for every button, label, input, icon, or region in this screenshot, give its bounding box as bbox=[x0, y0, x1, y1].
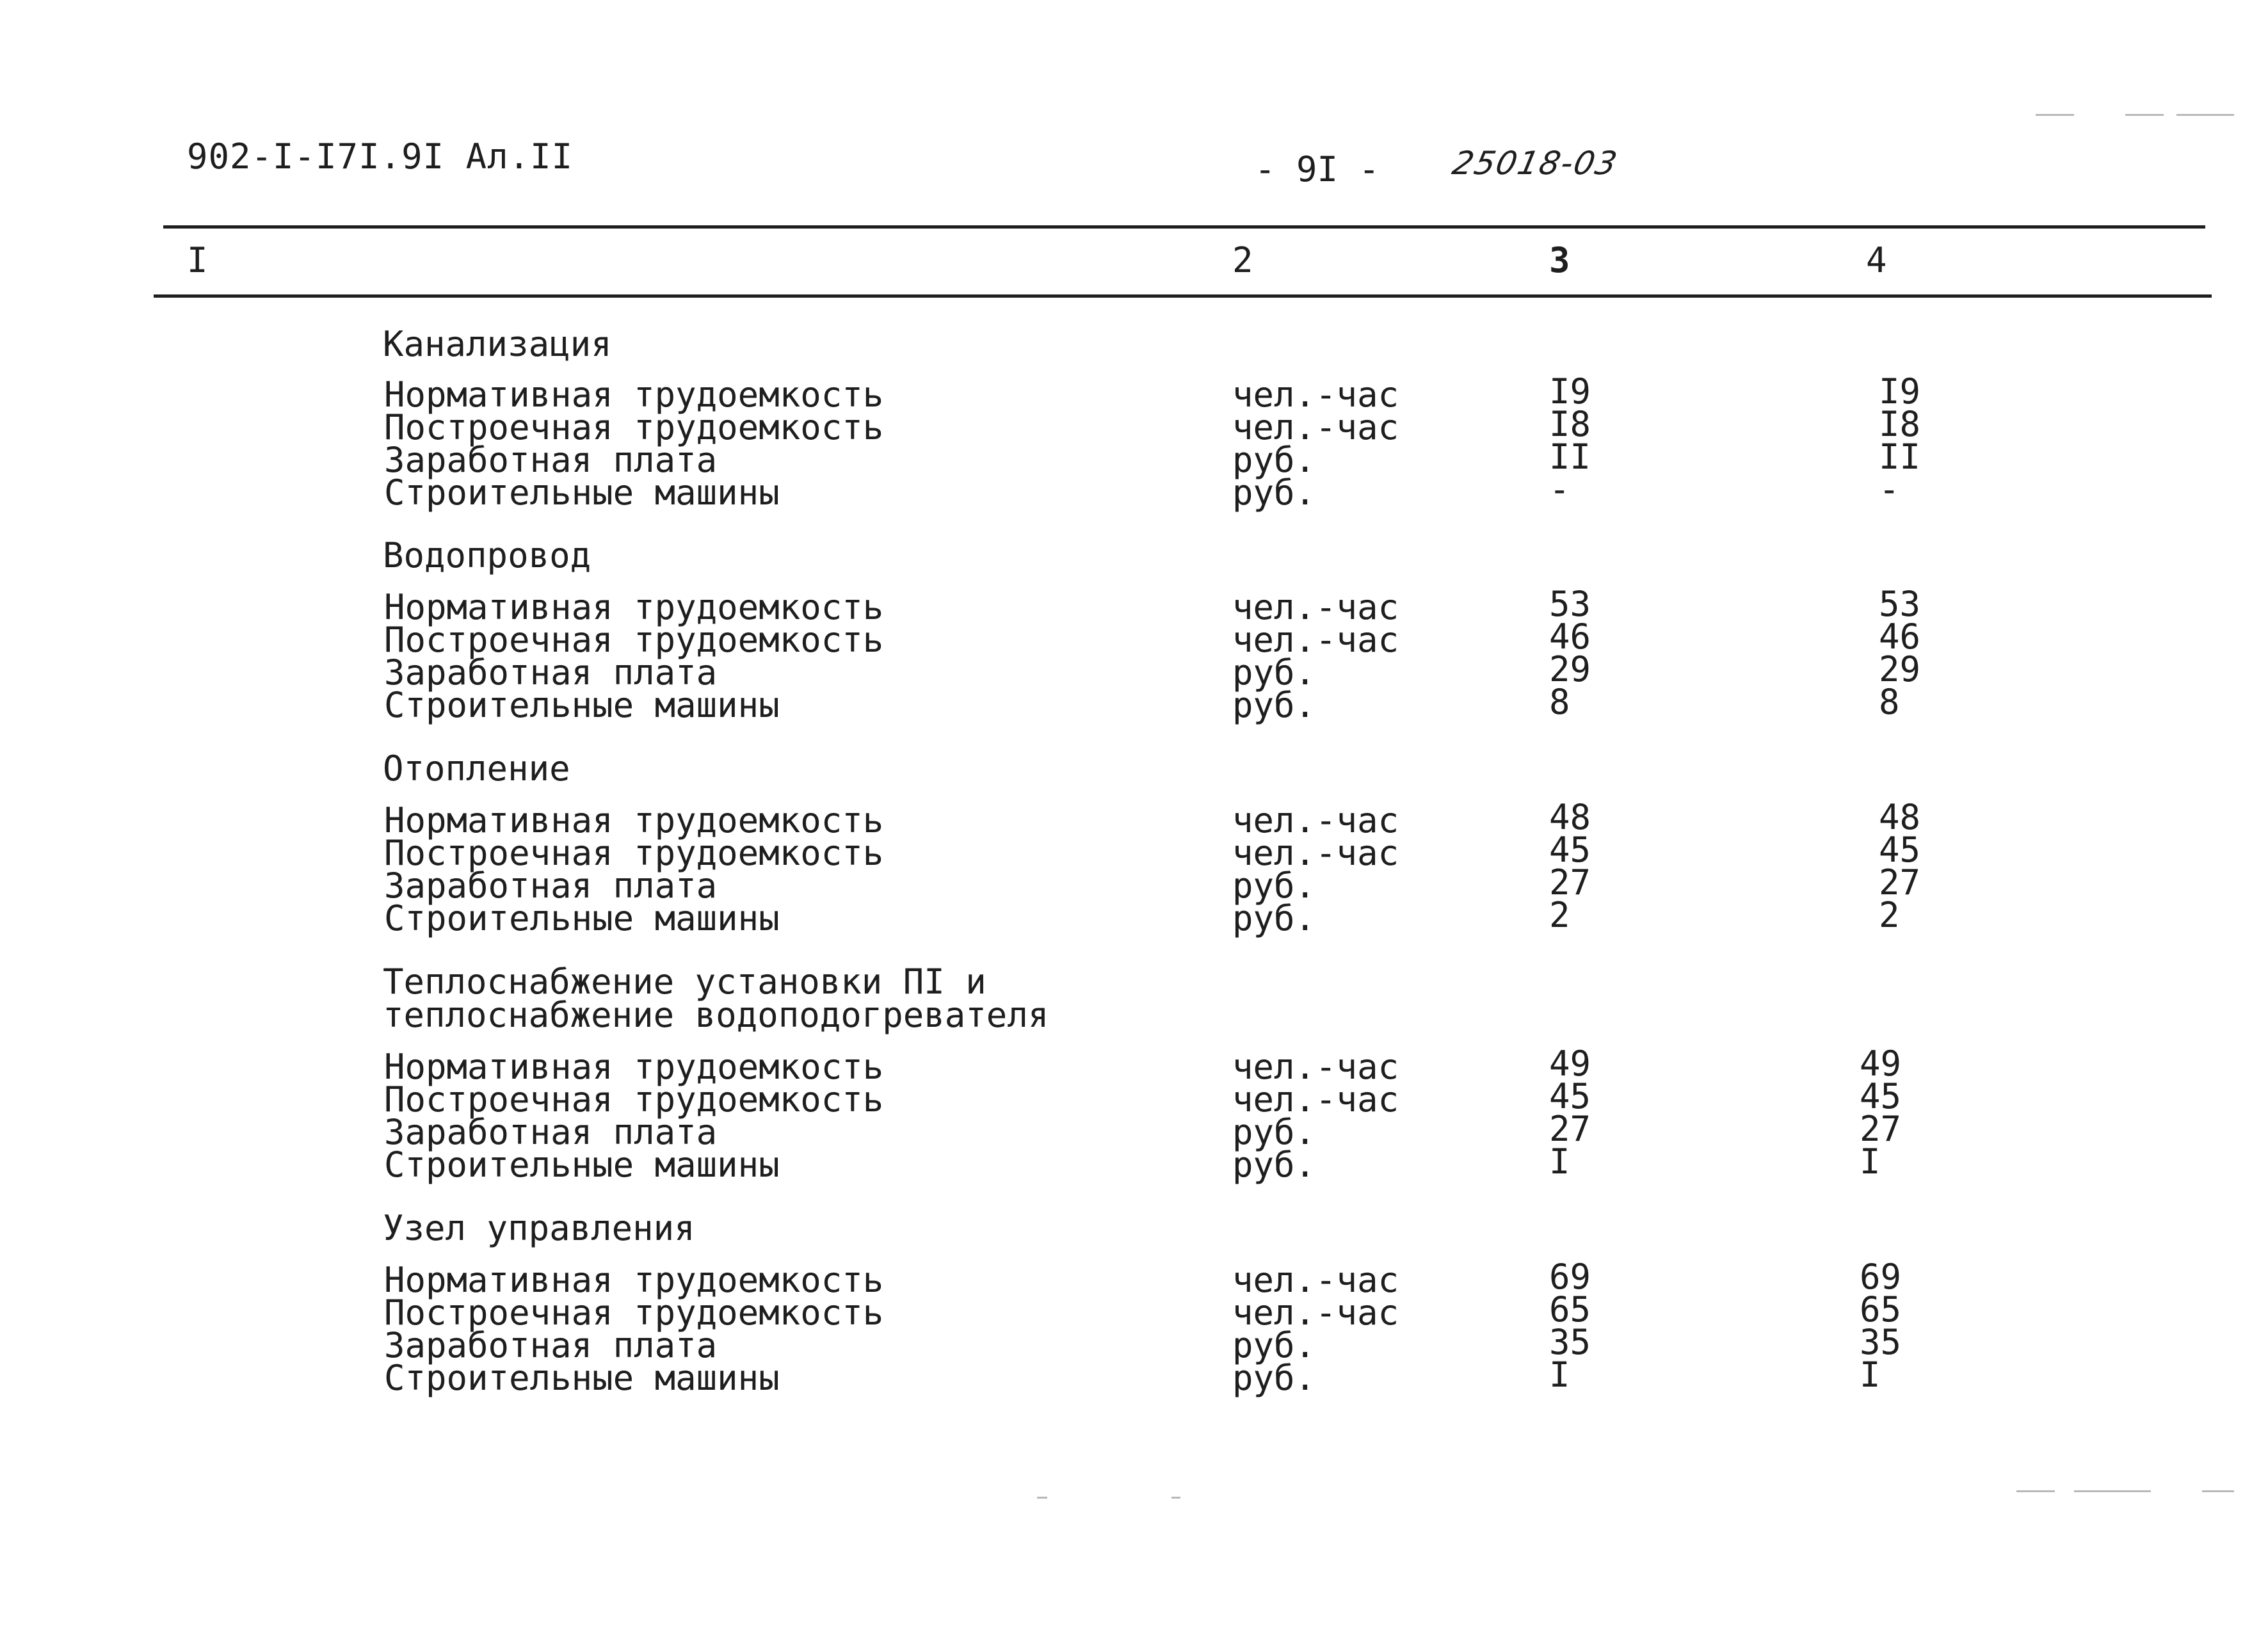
row-name: Построечная трудоемкость bbox=[384, 833, 884, 873]
row-name: Нормативная трудоемкость bbox=[384, 1260, 884, 1300]
row-value-col3: 48 bbox=[1549, 797, 1591, 837]
row-name: Заработная плата bbox=[384, 865, 718, 906]
row-value-col4: 49 bbox=[1860, 1043, 1902, 1084]
row-name: Заработная плата bbox=[384, 440, 718, 480]
row-name: Строительные машины bbox=[384, 1145, 780, 1185]
row-value-col4: I bbox=[1860, 1355, 1881, 1395]
row-value-col4: 65 bbox=[1860, 1289, 1902, 1330]
row-value-col3: 27 bbox=[1549, 1109, 1591, 1149]
scan-artifact bbox=[1171, 1497, 1180, 1499]
row-unit: чел.-час bbox=[1232, 1079, 1399, 1120]
scan-artifact bbox=[2125, 114, 2164, 116]
scan-artifact bbox=[2036, 114, 2074, 116]
row-unit: руб. bbox=[1232, 1112, 1316, 1152]
column-header-1: I bbox=[187, 240, 208, 280]
row-unit: чел.-час bbox=[1232, 1047, 1399, 1087]
scan-artifact bbox=[1037, 1497, 1047, 1499]
row-unit: чел.-час bbox=[1232, 1260, 1399, 1300]
row-value-col3: I8 bbox=[1549, 404, 1591, 444]
row-unit: чел.-час bbox=[1232, 587, 1399, 627]
row-name: Заработная плата bbox=[384, 1325, 718, 1365]
row-unit: руб. bbox=[1232, 898, 1316, 938]
section-title: Канализация bbox=[383, 324, 612, 364]
row-unit: руб. bbox=[1232, 865, 1316, 906]
page-number: - 9I - bbox=[1255, 149, 1380, 189]
column-header-3: 3 bbox=[1549, 240, 1570, 280]
scan-artifact bbox=[2074, 1490, 2151, 1492]
row-value-col4: 45 bbox=[1879, 830, 1921, 870]
row-name: Построечная трудоемкость bbox=[384, 407, 884, 447]
row-value-col4: 29 bbox=[1879, 649, 1921, 689]
row-name: Построечная трудоемкость bbox=[384, 620, 884, 660]
row-name: Нормативная трудоемкость bbox=[384, 587, 884, 627]
row-value-col4: 45 bbox=[1860, 1076, 1902, 1116]
row-value-col3: I bbox=[1549, 1141, 1570, 1182]
row-unit: чел.-час bbox=[1232, 620, 1399, 660]
row-value-col4: 2 bbox=[1879, 895, 1900, 935]
row-value-col3: 46 bbox=[1549, 616, 1591, 657]
column-header-2: 2 bbox=[1232, 240, 1253, 280]
handwritten-stamp: 25018-03 bbox=[1449, 145, 1621, 182]
row-value-col4: I9 bbox=[1879, 371, 1921, 412]
row-value-col4: - bbox=[1879, 469, 1900, 510]
row-unit: руб. bbox=[1232, 440, 1316, 480]
row-unit: руб. bbox=[1232, 1325, 1316, 1365]
row-value-col3: II bbox=[1549, 437, 1591, 477]
row-value-col3: 49 bbox=[1549, 1043, 1591, 1084]
scan-artifact bbox=[2016, 1490, 2055, 1492]
row-value-col4: 27 bbox=[1879, 862, 1921, 903]
row-value-col3: I9 bbox=[1549, 371, 1591, 412]
document-code: 902-I-I7I.9I Ал.II bbox=[187, 136, 574, 177]
row-unit: чел.-час bbox=[1232, 407, 1399, 447]
row-value-col4: 53 bbox=[1879, 584, 1921, 624]
row-value-col4: 27 bbox=[1860, 1109, 1902, 1149]
row-value-col4: 48 bbox=[1879, 797, 1921, 837]
row-value-col3: 53 bbox=[1549, 584, 1591, 624]
column-header-4: 4 bbox=[1866, 240, 1887, 280]
row-value-col3: 2 bbox=[1549, 895, 1570, 935]
row-value-col4: 46 bbox=[1879, 616, 1921, 657]
row-name: Строительные машины bbox=[384, 898, 780, 938]
row-unit: чел.-час bbox=[1232, 800, 1399, 841]
row-unit: чел.-час bbox=[1232, 833, 1399, 873]
row-value-col3: 35 bbox=[1549, 1322, 1591, 1362]
row-value-col3: - bbox=[1549, 469, 1570, 510]
row-unit: чел.-час bbox=[1232, 374, 1399, 415]
row-unit: чел.-час bbox=[1232, 1292, 1399, 1333]
row-name: Нормативная трудоемкость bbox=[384, 1047, 884, 1087]
row-unit: руб. bbox=[1232, 685, 1316, 725]
table-top-rule bbox=[163, 225, 2205, 229]
row-name: Строительные машины bbox=[384, 472, 780, 513]
section-title: Отопление bbox=[383, 748, 570, 789]
row-value-col3: I bbox=[1549, 1355, 1570, 1395]
scan-artifact bbox=[2176, 114, 2234, 116]
row-value-col4: I bbox=[1860, 1141, 1881, 1182]
section-title: Водопровод bbox=[383, 535, 591, 576]
table-header-rule bbox=[154, 294, 2212, 298]
section-title: Узел управления bbox=[383, 1208, 695, 1248]
row-name: Заработная плата bbox=[384, 652, 718, 693]
row-unit: руб. bbox=[1232, 1358, 1316, 1398]
row-value-col3: 29 bbox=[1549, 649, 1591, 689]
section-title: Теплоснабжение установки ПI и теплоснабжение водоподогревателя bbox=[383, 962, 1049, 1035]
row-unit: руб. bbox=[1232, 1145, 1316, 1185]
row-unit: руб. bbox=[1232, 472, 1316, 513]
row-value-col3: 65 bbox=[1549, 1289, 1591, 1330]
row-value-col3: 45 bbox=[1549, 1076, 1591, 1116]
row-name: Строительные машины bbox=[384, 1358, 780, 1398]
row-name: Нормативная трудоемкость bbox=[384, 374, 884, 415]
row-name: Построечная трудоемкость bbox=[384, 1292, 884, 1333]
row-unit: руб. bbox=[1232, 652, 1316, 693]
row-value-col3: 8 bbox=[1549, 682, 1570, 722]
row-value-col4: 8 bbox=[1879, 682, 1900, 722]
row-value-col4: 35 bbox=[1860, 1322, 1902, 1362]
row-value-col3: 69 bbox=[1549, 1257, 1591, 1297]
row-value-col3: 45 bbox=[1549, 830, 1591, 870]
row-value-col3: 27 bbox=[1549, 862, 1591, 903]
row-name: Заработная плата bbox=[384, 1112, 718, 1152]
row-name: Строительные машины bbox=[384, 685, 780, 725]
row-name: Нормативная трудоемкость bbox=[384, 800, 884, 841]
row-value-col4: I8 bbox=[1879, 404, 1921, 444]
scan-artifact bbox=[2202, 1490, 2234, 1492]
row-value-col4: II bbox=[1879, 437, 1921, 477]
row-name: Построечная трудоемкость bbox=[384, 1079, 884, 1120]
row-value-col4: 69 bbox=[1860, 1257, 1902, 1297]
